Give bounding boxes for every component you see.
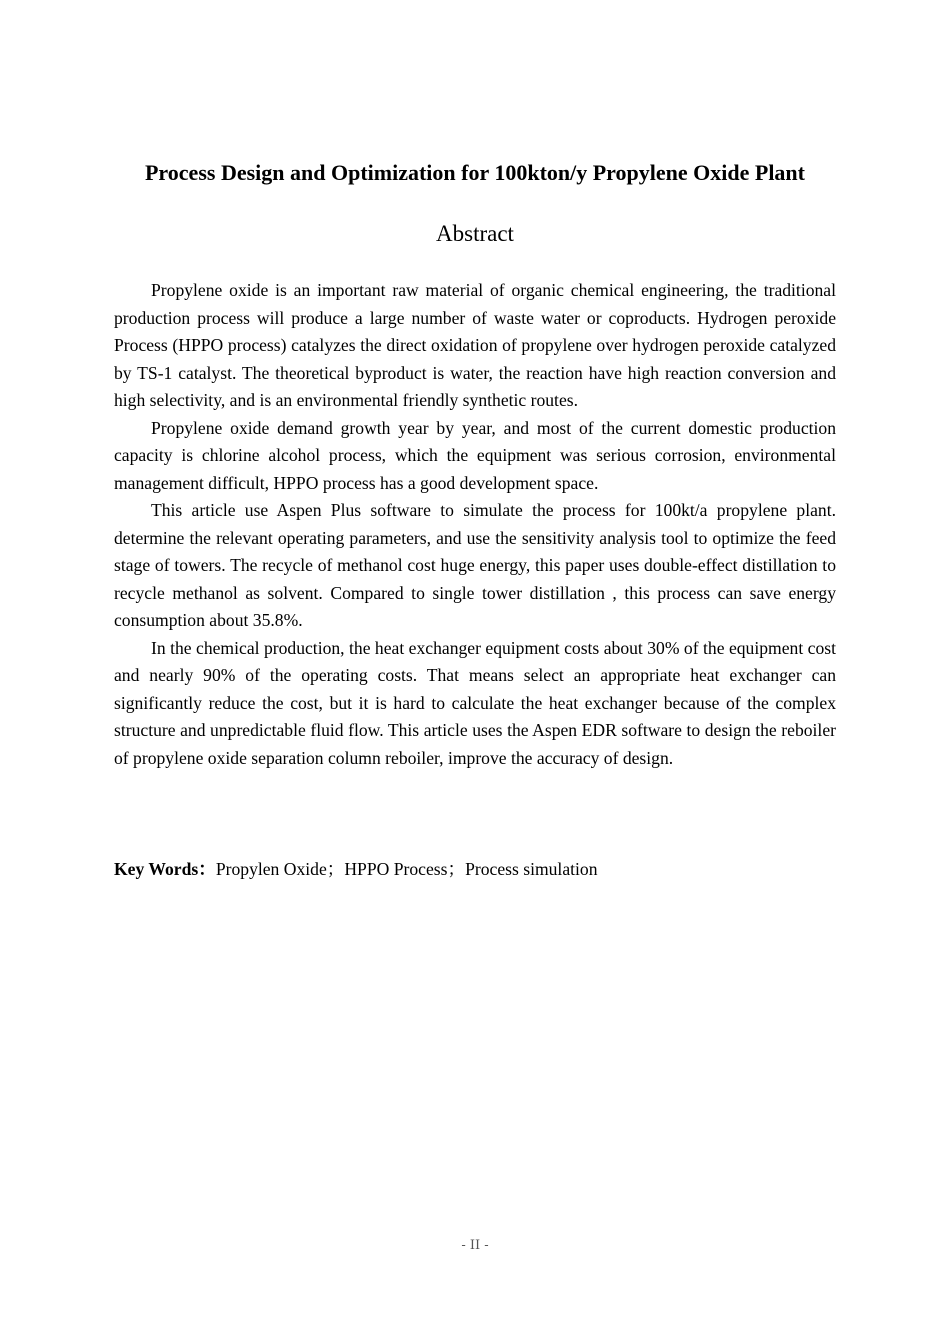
abstract-paragraph: Propylene oxide demand growth year by year, and most of the current domestic production capacity is chlorine alcohol process, which the equipment was serious corrosion, environmental management difficult, HPPO process has a good development space. [114, 417, 836, 493]
document-title: Process Design and Optimization for 100kton/y Propylene Oxide Plant [144, 160, 805, 185]
abstract-paragraph: In the chemical production, the heat exchanger equipment costs about 30% of the equipment cost and nearly 90% of the operating costs. That means select an appropriate heat exchanger can significantly reduce the cost, but it is hard to calculate the heat exchanger because of the complex structure and unpredictable fluid flow. This article uses the Aspen EDR software to design the reboiler of propylene oxide separation column reboiler, improve the accuracy of design. [114, 637, 836, 768]
keywords-text: Propylen Oxide；HPPO Process；Process simulation [215, 859, 598, 879]
keywords-line [114, 856, 836, 884]
abstract-heading: Abstract [436, 221, 514, 246]
abstract-paragraph: This article use Aspen Plus software to simulate the process for 100kt/a propylene plant. determine the relevant operating parameters, and use the sensitivity analysis tool to optimize the feed stage of towers. The recycle of methanol cost huge energy, this paper uses double-effect distillation to recycle methanol as solvent. Compared to single tower distillation , this process can save energy consumption about 35.8%. [114, 500, 836, 630]
page-number: - II - [461, 1238, 489, 1253]
keywords-label: Key Words： [114, 859, 216, 879]
abstract-paragraph: Propylene oxide is an important raw material of organic chemical engineering, the traditional production process will produce a large number of waste water or coproducts. Hydrogen peroxide Process (HPPO process) catalyzes the direct oxidation of propylene over hydrogen peroxide catalyzed by TS-1 catalyst. The theoretical byproduct is water, the reaction have high reaction conversion and high selectivity, and is an environmental friendly synthetic routes. [114, 280, 836, 410]
abstract-body [114, 277, 836, 772]
